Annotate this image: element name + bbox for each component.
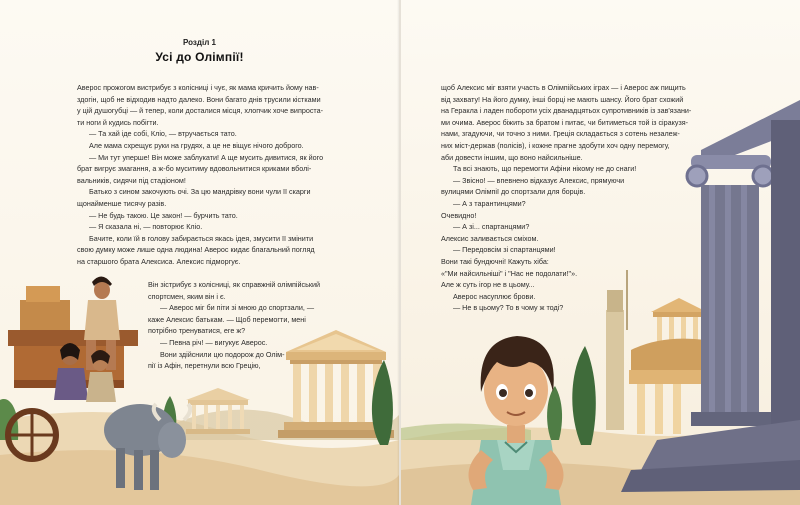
text-line: — А зі... спартанцями? xyxy=(453,222,530,232)
text-line: ти ноги й кудись побігти. xyxy=(77,117,159,127)
text-line: — Не будь такою. Це закон! — бурчить тато. xyxy=(89,210,238,220)
text-line: щонайменше тисячу разів. xyxy=(77,198,167,208)
text-line: Вони такі бундючні! Кажуть хіба: xyxy=(441,256,549,266)
text-line: здогін, щоб не відходив надто далеко. Вони багато днів трусили кістками xyxy=(77,94,321,104)
text-line: спортсмен, яким він і є. xyxy=(148,291,226,301)
text-line: — Аверос міг би піти зі мною до спортзали, — xyxy=(160,303,315,313)
text-line: Він зістрибує з колісниці, як справжній олімпійський xyxy=(148,280,321,289)
text-line: від захвату! На його думку, інші борці не мають шансу. Його брат схожий xyxy=(441,94,684,104)
text-line: ми очима. Аверос біжить за братом і питає, чи битиметься той із сіракузя- xyxy=(441,117,689,127)
distant-temple xyxy=(186,388,250,434)
text-line: Батько з сином закочують очі. За цю мандрівку вони чули її скарги xyxy=(89,187,311,197)
left-text-bottom xyxy=(148,279,320,372)
text-line: вулицями Олімпії до спортзали для борців. xyxy=(441,187,586,197)
text-line: Алексис заливається сміхом. xyxy=(441,233,539,243)
text-line: аби довести іншим, що воно найсильніше. xyxy=(441,152,583,162)
text-line: Але ж суть ігор не в цьому... xyxy=(441,280,535,290)
text-line: — Певна річ! — вигукує Аверос. xyxy=(160,337,268,347)
chapter-title: Усі до Олімпії! xyxy=(155,50,244,64)
text-line: Очевидно! xyxy=(441,210,477,220)
chapter-label: Розділ 1 xyxy=(183,38,216,47)
right-page xyxy=(401,0,800,505)
text-line: на Геракла і ладен побороти усіх дванадцятьох супротивників із зав'язани- xyxy=(441,106,692,116)
text-line: — Та хай іде собі, Кліо, — втручається тато. xyxy=(89,129,237,139)
text-line: Вони здійснили цю подорож до Олім- xyxy=(160,349,285,359)
text-line: них міст-держав (полісів), і кожне прагне здобути хоч одну перемогу, xyxy=(441,140,670,150)
text-line: — Звісно! — впевнено відказує Алексис, прямуючи xyxy=(453,175,625,185)
text-line: у цій душогубці — й тепер, коли досталися місця, хлопчик хоче випроста- xyxy=(77,106,324,116)
text-line: — Не в цьому? То в чому ж тоді? xyxy=(453,303,564,313)
left-text-top xyxy=(77,82,323,268)
text-line: брат вигрує змагання, а ж-бо муситиму вдовольнитися криками вболі- xyxy=(77,164,312,174)
text-line: нами, згадуючи, чи точно з ними. Греція складається з сотень незалеж- xyxy=(441,129,680,139)
text-line: Аверос насуплює брови. xyxy=(453,291,536,301)
text-line: пії із Афін, перетнули всю Грецію, xyxy=(148,361,261,371)
text-line: — Я сказала ні, — повторює Кліо. xyxy=(89,222,203,232)
text-line: потрібно тренуватися, еге ж? xyxy=(148,326,246,336)
text-line: «"Ми найсильніші" і "Нас не подолати!"». xyxy=(441,268,578,278)
text-line: свою думку може лише одна людина! Аверос кидає благальний погляд xyxy=(77,245,315,255)
text-line: Бачите, коли їй в голову забирається якась ідея, змусити її змінити xyxy=(89,233,314,243)
left-page xyxy=(0,0,399,505)
text-line: вальників, сидячи під стадіоном! xyxy=(77,175,186,185)
text-line: — Передовсім зі спартанцями! xyxy=(453,245,556,255)
text-line: каже Алексис батькам. — Щоб перемогти, мені xyxy=(148,314,306,324)
text-line: щоб Алексис міг взяти участь в Олімпійських іграх — і Аверос аж пищить xyxy=(441,83,686,92)
text-line: Та всі знають, що перемогти Афіни нікому не до снаги! xyxy=(453,164,637,174)
text-line: Але мама схрещує руки на грудях, а це не віщує нічого доброго. xyxy=(89,140,304,150)
text-line: — А з тарантинцями? xyxy=(453,198,526,208)
text-line: на старшого брата Алексиса. Алексис підморгує. xyxy=(77,256,241,266)
text-line: Аверос прожогом вистрибує з колісниці і чує, як мама кричить йому нав- xyxy=(77,83,319,92)
right-text xyxy=(441,82,691,314)
text-line: — Ми тут уперше! Він може заблукати! А ще мусить дивитися, як його xyxy=(89,152,324,162)
